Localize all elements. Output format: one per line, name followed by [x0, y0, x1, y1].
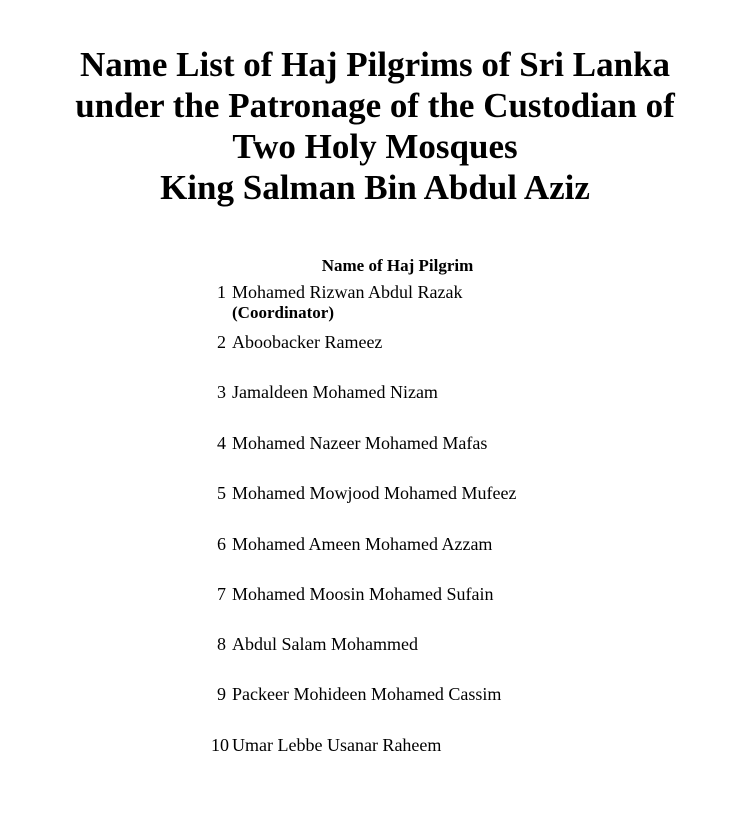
list-item-name: Umar Lebbe Usanar Raheem [232, 735, 442, 755]
list-item-number: 6 [217, 534, 226, 554]
list-item-name: Jamaldeen Mohamed Nizam [232, 382, 438, 402]
list-item-number: 10 [211, 735, 229, 755]
title-line-2: under the Patronage of the Custodian of [75, 86, 675, 125]
list-item-role: (Coordinator) [232, 303, 334, 322]
list-item-number: 4 [217, 433, 226, 453]
list-item-number: 1 [217, 282, 226, 302]
list-item-name: Mohamed Nazeer Mohamed Mafas [232, 433, 488, 453]
list-item-number: 9 [217, 684, 226, 704]
list-item-name: Packeer Mohideen Mohamed Cassim [232, 684, 502, 704]
list-item-number: 2 [217, 332, 226, 352]
page-title [0, 44, 750, 208]
list-item-name: Mohamed Rizwan Abdul Razak [232, 282, 463, 302]
title-line-4: King Salman Bin Abdul Aziz [160, 168, 590, 207]
column-header: Name of Haj Pilgrim [321, 256, 474, 275]
list-item-number: 3 [217, 382, 226, 402]
list-item-number: 5 [217, 483, 226, 503]
list-item-name: Mohamed Mowjood Mohamed Mufeez [232, 483, 517, 503]
list-item-number: 8 [217, 634, 226, 654]
title-line-1: Name List of Haj Pilgrims of Sri Lanka [79, 45, 671, 84]
title-line-3: Two Holy Mosques [232, 127, 518, 166]
list-item-name: Abdul Salam Mohammed [232, 634, 418, 654]
list-item-number: 7 [217, 584, 226, 604]
list-item-name: Aboobacker Rameez [232, 332, 383, 352]
list-item-name: Mohamed Ameen Mohamed Azzam [232, 534, 493, 554]
list-item-name: Mohamed Moosin Mohamed Sufain [232, 584, 494, 604]
